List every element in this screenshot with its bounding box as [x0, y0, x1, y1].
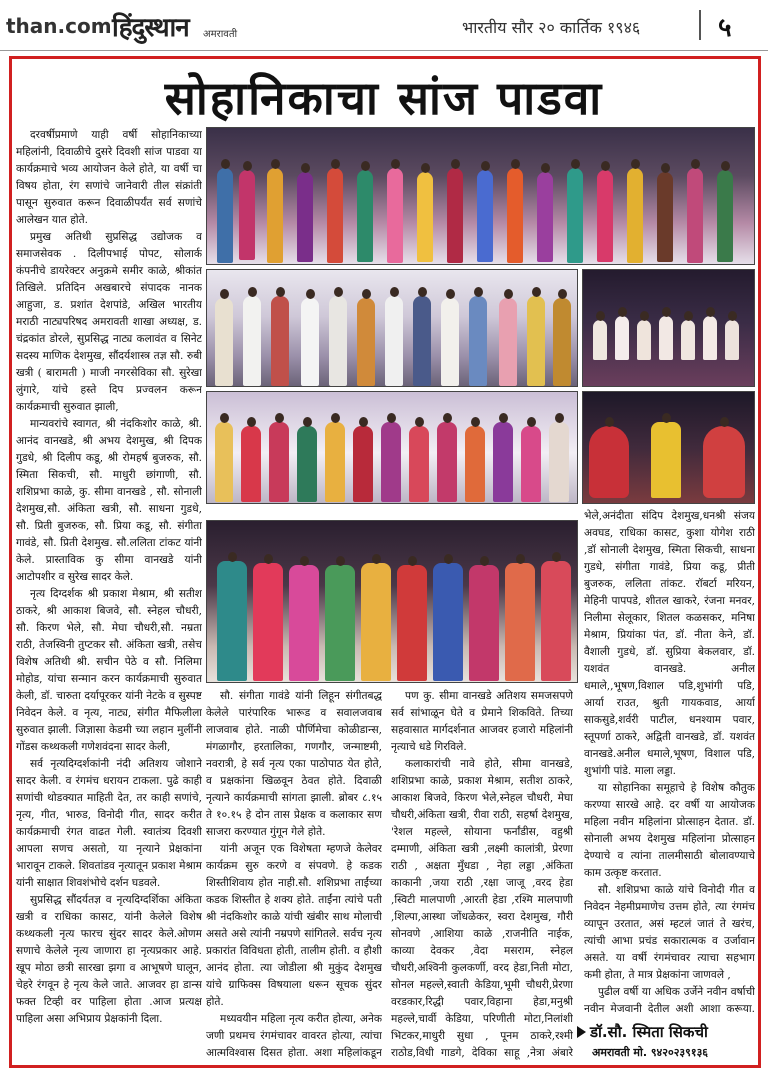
text-column-2	[206, 688, 382, 1063]
text-column-4	[584, 508, 755, 1018]
performer-figure	[433, 563, 463, 681]
guest-figure	[385, 296, 403, 386]
performer-figure	[217, 561, 247, 681]
article-headline: सोहानिकाचा सांज पाडवा	[164, 71, 604, 125]
site-url-fragment: than.com	[6, 14, 112, 38]
guest-figure	[441, 298, 459, 386]
performer-figure	[493, 422, 513, 502]
performer-figure	[549, 422, 569, 502]
paragraph: सौ. शशिप्रभा काळे यांचे विनोदी गीत व निवेदन नेहमीप्रमाणेच उत्तम होते, त्या रंगमंच व्यापून उरतात, असं म्हटलं जातं ते खरंच, त्यांची आभा प्रचंड सकारात्मक व उर्जावान असते. या वर्षी रंगमंचावर त्याचा सहभाग कमी होता, ते मात्र प्रेक्षकांना जाणवले ,	[584, 884, 755, 981]
performer-figure	[507, 168, 523, 263]
guest-figure	[301, 298, 319, 386]
performer-figure	[469, 565, 499, 681]
guest-figure	[527, 296, 545, 386]
performer-figure	[361, 563, 391, 681]
dateline: भारतीय सौर २० कार्तिक १९४६	[462, 18, 641, 37]
text-column-1	[16, 127, 202, 1063]
performer-figure	[217, 168, 233, 263]
group-photo-stage-1	[206, 127, 755, 265]
paragraph: सुप्रसिद्ध सौंदर्यतज्ञ व नृत्यदिग्दर्शिका अंकिता खत्री व राधिका कासट, यांनी केलेले विशेष कथ्थकली नृत्य फारच सुंदर सादर केले.ओणम सणाचे केलेले नृत्य जाणारा हा नृत्यप्रकार आहे. खूप मोठा छत्री सारखा झगा व आभूषणे घालून, चेहरे रंगवून हे नृत्य केले जाते. आजवर हा डान्स फक्त टिव्ही वर पाहिला होता .आज प्रत्यक्ष पाहिला असा अभिप्राय प्रेक्षकांनी दिला.	[16, 894, 202, 1025]
byline-marker-icon	[577, 1026, 586, 1038]
guest-figure	[271, 296, 289, 386]
header-divider	[699, 10, 701, 40]
dancer-figure	[703, 426, 745, 498]
performer-figure	[505, 563, 535, 681]
dancer-figure	[593, 320, 607, 360]
performer-figure	[267, 168, 283, 263]
paragraph: सौ. संगीता गावंडे यांनी लिहून संगीतबद्ध केलेले पारंपारिक भारूड व सवालजवाब लाजवाब होते. नाळी पौर्णिमेचा कोळीडान्स, मंगळागौर, हरतालिका, गणगौर, जन्माष्टमी, नवरात्री, हे सर्व नृत्य एका पाठोपाठ येत होते, व प्रक्षकांना खिळवून ठेवत होते. दिवाळी नृत्याने कार्यक्रमाची सांगता झाली. ब्रोबर ८.१५ ते १०.१५ हे दोन तास प्रेक्षक व कलाकार सण साजरा करण्यात गुंगून गेले होते.	[206, 690, 382, 838]
paragraph: पुढील वर्षी या अधिक उर्जेने नवीन वर्षाची नवीन मेजवानी देतील अशी आशा करूया.	[584, 986, 755, 1015]
performer-figure	[253, 563, 283, 681]
text-column-3	[391, 688, 573, 1063]
performer-figure	[297, 426, 317, 502]
paragraph: प्रमुख अतिथी सुप्रसिद्ध उद्योजक व समाजसेवक . दिलीपभाई पोपट, सोलार्क कंपनीचे डायरेक्टर अनुक्रमे समीर काळे, श्रीकांत तिखिले. प्रतिदिन अखबारचे संपादक नानक आहुजा, ड. प्रशांत देशपांडे, अखिल भारतीय मराठी नाट्यपरिषद अमरावती शाखा अध्यक्ष, ड. चंद्रकांत डोरले, सुप्रसिद्ध नाट्य कलावंत व सिनेट सदस्य माणिक देशमुख, सौंदर्यशास्त्र तज्ञ सौ. रुबी खत्री ( बारामती ) माजी नगरसेविका सौ. सुरेखा लुंगारे, यांचे हस्ते दिप प्रज्वलन करून कार्यक्रमाची सुरुवात झाली,	[16, 231, 202, 413]
dancer-figure	[703, 316, 717, 360]
dancer-figure	[589, 426, 629, 498]
performer-figure	[627, 168, 643, 263]
paragraph: दरवर्षीप्रमाणे याही वर्षी सोहानिकाच्या महिलांनी, दिवाळीचे दुसरे दिवशी सांज पाडवा या कार्यक्रमाचे भव्य आयोजन केले होते, या वर्षी चा विषय होता, रंग सणांचे जानेवारी तील संक्रांती पासून सुरुवात करून दिवाळीपर्यंत सर्व सणांचे आलेखन यात होते.	[16, 129, 202, 226]
masthead-logo: हिंदुस्थान	[112, 13, 189, 43]
performer-figure	[657, 172, 673, 262]
performer-figure	[437, 422, 457, 502]
dancer-figure	[651, 422, 681, 498]
performer-figure	[567, 168, 583, 263]
dignitaries-photo	[206, 269, 578, 387]
performer-figure	[357, 170, 373, 262]
paragraph: नृत्य दिग्दर्शक श्री प्रकाश मेश्राम, श्री सतीश ठाकरे, श्री आकाश बिजवे, सौ. स्नेहल चौधरी, सौ. किरण भेले, सौ. मेघा चौधरी,सौ. नम्रता राठी, तेजस्विनी तुप्टकर सौ. अंकिता खत्री, तसेच विशेष अतिथी श्री. सचीन पेठे व सौ. निलिमा मोहोड, यांचा सन्मान करन कार्यक्रमाची सुरुवात केली, डॉ. चारुता दर्यापूरकर यांनी नेटके व सुस्पष्ट निवेदन केले. व नृत्य, नाट्य, संगीत मैफिलीला सुरुवात झाली. जिज्ञासा केडमी च्या लहान मुलींनी गोंडस कथ्थकली गणेशवंदना सादर केली,	[16, 588, 202, 753]
performer-figure	[465, 426, 485, 502]
guest-figure	[413, 296, 431, 386]
newspaper-header	[0, 0, 768, 51]
performer-figure	[289, 565, 319, 681]
paragraph: पण कु. सीमा वानखडे अतिशय समजसपणे सर्व सांभाळून घेते व प्रेमाने शिकविते. तिच्या सहवासात मार्गदर्शनात आजवर हजारो महिलांनी नृत्याचे धडे गिरविले.	[391, 690, 573, 753]
dance-performance-photo-1	[582, 269, 755, 387]
performer-figure	[687, 168, 703, 263]
author-contact: अमरावती मो. ९४२०२३९१३६	[592, 1046, 709, 1059]
guest-figure	[553, 298, 571, 386]
paragraph: मध्यवयीन महिला नृत्य करीत होत्या, अनेक जणी प्रथमच रंगमंचावर वावरत होत्या, त्यांचा आत्मविश्वास दिसत होता. अशा महिलांकडून	[206, 1013, 382, 1059]
performer-figure	[327, 168, 343, 263]
dancer-figure	[725, 320, 739, 360]
performer-figure	[447, 168, 463, 263]
performer-figure	[541, 561, 571, 681]
paragraph: कलाकारांची नावे होते, सीमा वानखडे, शशिप्रभा काळे, प्रकाश मेश्राम, सतीश ठाकरे, आकाश बिजवे, किरण भेले,स्नेहल चौधरी, मेघा चौधरी,अंकिता खत्री, रीवा राठी, सहर्षा देशमुख, 'रेशल महल्ले, सोयाना फर्नांडीस, वहुश्री दम्माणी, अंकिता खत्री ,लक्ष्मी कालांत्री, प्रेरणा राठी , अक्षता मुँधडा , नेहा लड्डा ,अंकिता काकानी ,जया राठी ,रक्षा जाजू ,वरद हेडा ,स्विटी मालपाणी ,आरती हेडा ,रश्मि मालपाणी ,शिल्पा,आस्था जोंधळेकर, स्वरा देशमुख, गौरी सोनवणे ,आशिया काळे ,राजनीति नाईक, काव्या देवकर ,वेदा मसराम, स्नेहल चौधरी,अश्विनी कुलकर्णी, वरद हेडा,निती मोटा, सोनल महल्ले,स्वाती केडिया,भूमी चौधरी,प्रेरणा वरडकार,रिद्धी पवार,विहाना हेडा,मनुश्री महल्ले,चार्वी केडिया, परिणीती मोटा,निलांशी भिटकर,माधुरी सुधा , पूनम ठाकरे,रश्मी राठोड,विधी गाडगे, देविका साहू ,नेत्रा अंबारे	[391, 758, 573, 1059]
performer-figure	[477, 170, 493, 262]
performer-figure	[353, 426, 373, 502]
group-photo-stage-2	[206, 391, 578, 504]
dancer-figure	[681, 320, 695, 360]
edition-city: अमरावती	[203, 29, 238, 40]
performer-figure	[325, 565, 355, 681]
performer-figure	[239, 170, 255, 260]
guest-figure	[357, 298, 375, 386]
dancer-figure	[615, 316, 629, 360]
guest-figure	[329, 296, 347, 386]
page-number: ५	[718, 13, 732, 43]
paragraph: यांनी अजून एक विशेषता म्हणजे केलेवर कार्यक्रम सुरु करणे व संपवणे. हे कडक शिस्तीशिवाय होत नाही.सौ. शशिप्रभा ताईंच्या कडक शिस्तीत हे शक्य होते. ताईंना त्यांचे पती श्री नंदकिशोर काळे यांची खंबीर साथ मोलाची असते असे त्यांनी नम्रपणे सांगितले. सर्वच नृत्य प्रकारांत विविधता होती, तालीम होती. व हौशी आनंद होता. त्या जोडीला श्री मुकुंद देशमुख यांचे ग्राफिक्स विषयाला धरून सूचक सुंदर होते.	[206, 843, 382, 1008]
paragraph: भेले,अनंदीता संदिप देशमुख,धनश्री संजय अवघड, राधिका कासट, कुशा योगेश राठी ,डॉ सोनाली देशमुख, स्मिता सिकची, साधना गुडधे, संगीता गावंडे, प्रिया कडू, प्रीती बुजरुक, ललिता तांकट. रॉबर्टा मरियन, मेहिनी पापपडे, शीतल खाकरे, रंजना मनवर, निलीमा सेलूकार, शितल कळसकर, मनिषा मेश्राम, प्रियांका पंत, डॉ. नीता केने, डॉ. वैशाली गुडधे, डॉ. सुप्रिया बेकलवार, डॉ. यशवंत वानखडे. अनील धमाले,,भूषण,विशाल पडि,शुभांगी पडि, आर्या राउत, श्रुती गायकवाड, आर्या साकसुडे,शर्वरी पाटील, धनश्याम पवार, स्तूपर्णा ठाकरे, अद्विती वानखडे, डॉ. यशवंत वानखडे.अनील धमाले,भूषण, विशाल पडि, शुभांगी पांडे. माला लड्डा.	[584, 510, 755, 777]
author-byline: डॉ.सौ. स्मिता सिकची	[590, 1023, 708, 1041]
performer-figure	[241, 426, 261, 502]
performer-figure	[269, 422, 289, 502]
performer-figure	[597, 170, 613, 262]
performer-figure	[397, 565, 427, 681]
dance-performance-photo-2	[582, 391, 755, 504]
paragraph: सर्व नृत्यदिग्दर्शकांनी नंदी अतिशय जोशाने सादर केली. व रंगमंच धरायन टाकला. पुढे काही सणांची थोडक्यात माहिती देत, तर काही सणांचे, नृत्य, गीत, भारुड, विनोदी गीत, सादर करीत कार्यक्रमाची रंगत वाढत गेली. स्वातंत्र्य दिवशी आपला सणच असतो, या नृत्याने प्रेक्षकांना भारावून टाकले. शिवतांडव नृत्यातून प्रकाश मेश्राम यांनी साक्षात शिवशंभोचे दर्शन घडवले.	[16, 758, 202, 889]
performer-figure	[381, 422, 401, 502]
paragraph: मान्यवरांचे स्वागत, श्री नंदकिशोर काळे, श्री. आनंद वानखडे, श्री अभय देशमुख, श्री दिपक गुडधे, श्री दिलीप कडू, श्री रोमहर्ष बुजरुक, सौ. स्मिता सिकची, सौ. माधुरी छांगाणी, सौ. शशिप्रभा काळे, कु. सीमा वानखडे , सौ. सोनाली देशमुख,सौ. अंकिता खत्री, सौ. साधना गुडधे, सौ. प्रिती बुजरुक, सौ. प्रिया कडू, सौ. संगीता गावंडे, सौ. प्रिती देशमुख. सौ.ललिता टांकट यांनी केले. प्रास्ताविक कु सीमा वानखडे यांनी आटोपशीर व सुरेख सादर केले.	[16, 418, 202, 583]
dancer-figure	[659, 316, 673, 360]
paragraph: या सोहानिका समूहाचे हे विशेष कौतुक करण्या सारखे आहे. दर वर्षी या आयोजक महिला नवीन महिलांना प्रोत्साहन देतात. डॉ. सोनाली अभय देशमुख महिलांना प्रोत्साहन देण्याचे व त्यांना तालमीसाठी बोलावण्याचे काम उत्कृष्ट करतात.	[584, 782, 755, 879]
performer-figure	[717, 170, 733, 262]
guest-figure	[243, 296, 261, 386]
performer-figure	[297, 172, 313, 262]
performer-figure	[387, 168, 403, 263]
performer-figure	[537, 172, 553, 262]
performer-figure	[417, 172, 433, 262]
group-photo-stage-3	[206, 520, 578, 683]
performer-figure	[521, 426, 541, 502]
guest-figure	[215, 298, 233, 386]
guest-figure	[469, 296, 487, 386]
performer-figure	[215, 422, 233, 502]
performer-figure	[409, 426, 429, 502]
performer-figure	[325, 422, 345, 502]
dancer-figure	[637, 320, 651, 360]
guest-figure	[499, 298, 517, 386]
